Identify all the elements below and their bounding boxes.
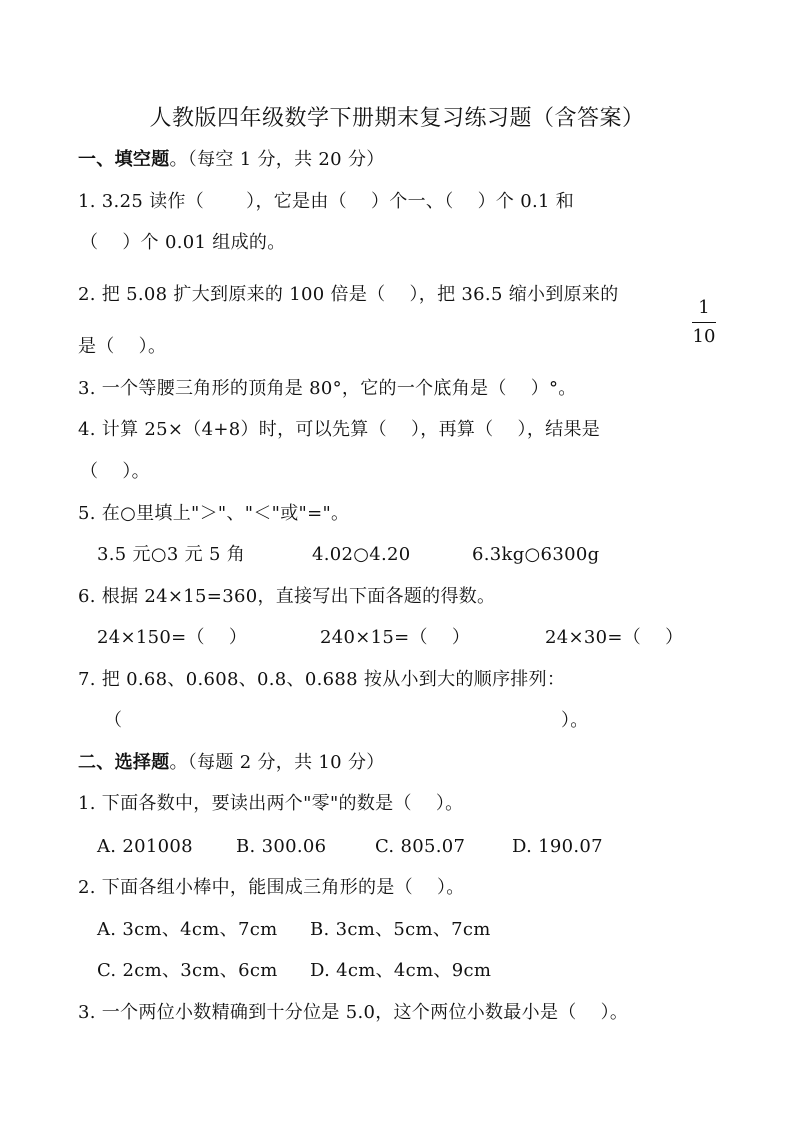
choice-option: A. 3cm、4cm、7cm	[97, 919, 278, 940]
choice-option: C. 805.07	[375, 836, 466, 857]
choice-option: D. 4cm、4cm、9cm	[310, 960, 492, 981]
question-5-item: 6.3kg○6300g	[472, 544, 600, 565]
question-6-item: 24×150=（ ）	[97, 627, 248, 648]
question-6-item: 24×30=（ ）	[545, 627, 684, 648]
choice-option: B. 300.06	[236, 836, 327, 857]
fraction-one-tenth	[689, 297, 719, 349]
section2-note: 。（每题 2 分，共 10 分）	[169, 752, 385, 773]
question-4-line-1: 4. 计算 25×（4+8）时，可以先算（ ），再算（ ），结果是	[78, 419, 601, 440]
page-title: 人教版四年级数学下册期末复习练习题（含答案）	[149, 106, 645, 131]
question-2-line-2: 是（ ）。	[78, 336, 167, 357]
choice-question-3: 3. 一个两位小数精确到十分位是 5.0，这个两位小数最小是（ ）。	[78, 1002, 629, 1023]
choice-question-1: 1. 下面各数中，要读出两个"零"的数是（ ）。	[78, 793, 464, 814]
choice-question-2: 2. 下面各组小棒中，能围成三角形的是（ ）。	[78, 877, 465, 898]
section1-heading-row	[78, 148, 385, 172]
choice-option: B. 3cm、5cm、7cm	[310, 919, 491, 940]
answer-blank-open: （	[104, 710, 123, 731]
question-1-line-1: 1. 3.25 读作（ ），它是由（ ）个一、（ ）个 0.1 和	[78, 191, 575, 212]
question-1-line-2: （ ）个 0.01 组成的。	[80, 232, 286, 253]
fraction-numerator: 1	[698, 297, 710, 318]
section1-note: 。（每空 1 分，共 20 分）	[169, 149, 385, 170]
fraction-denominator: 10	[692, 326, 716, 347]
question-5: 5. 在○里填上"＞"、"＜"或"="。	[78, 503, 350, 524]
section1-heading: 一、填空题	[78, 149, 170, 170]
fraction-bar	[692, 322, 716, 323]
choice-option: A. 201008	[97, 836, 193, 857]
choice-option: C. 2cm、3cm、6cm	[97, 960, 278, 981]
section2-heading: 二、选择题	[78, 752, 170, 773]
choice-option: D. 190.07	[512, 836, 603, 857]
answer-blank-close: ）。	[561, 710, 589, 731]
question-7: 7. 把 0.68、0.608、0.8、0.688 按从小到大的顺序排列：	[78, 669, 566, 690]
question-5-item: 3.5 元○3 元 5 角	[97, 544, 246, 565]
question-2-line-1: 2. 把 5.08 扩大到原来的 100 倍是（ ），把 36.5 缩小到原来的	[78, 284, 619, 305]
question-3: 3. 一个等腰三角形的顶角是 80°，它的一个底角是（ ）°。	[78, 378, 577, 399]
question-4-line-2: （ ）。	[80, 461, 150, 482]
question-6-item: 240×15=（ ）	[320, 627, 471, 648]
section2-heading-row	[78, 751, 385, 775]
question-5-item: 4.02○4.20	[312, 544, 411, 565]
question-6: 6. 根据 24×15=360，直接写出下面各题的得数。	[78, 586, 496, 607]
